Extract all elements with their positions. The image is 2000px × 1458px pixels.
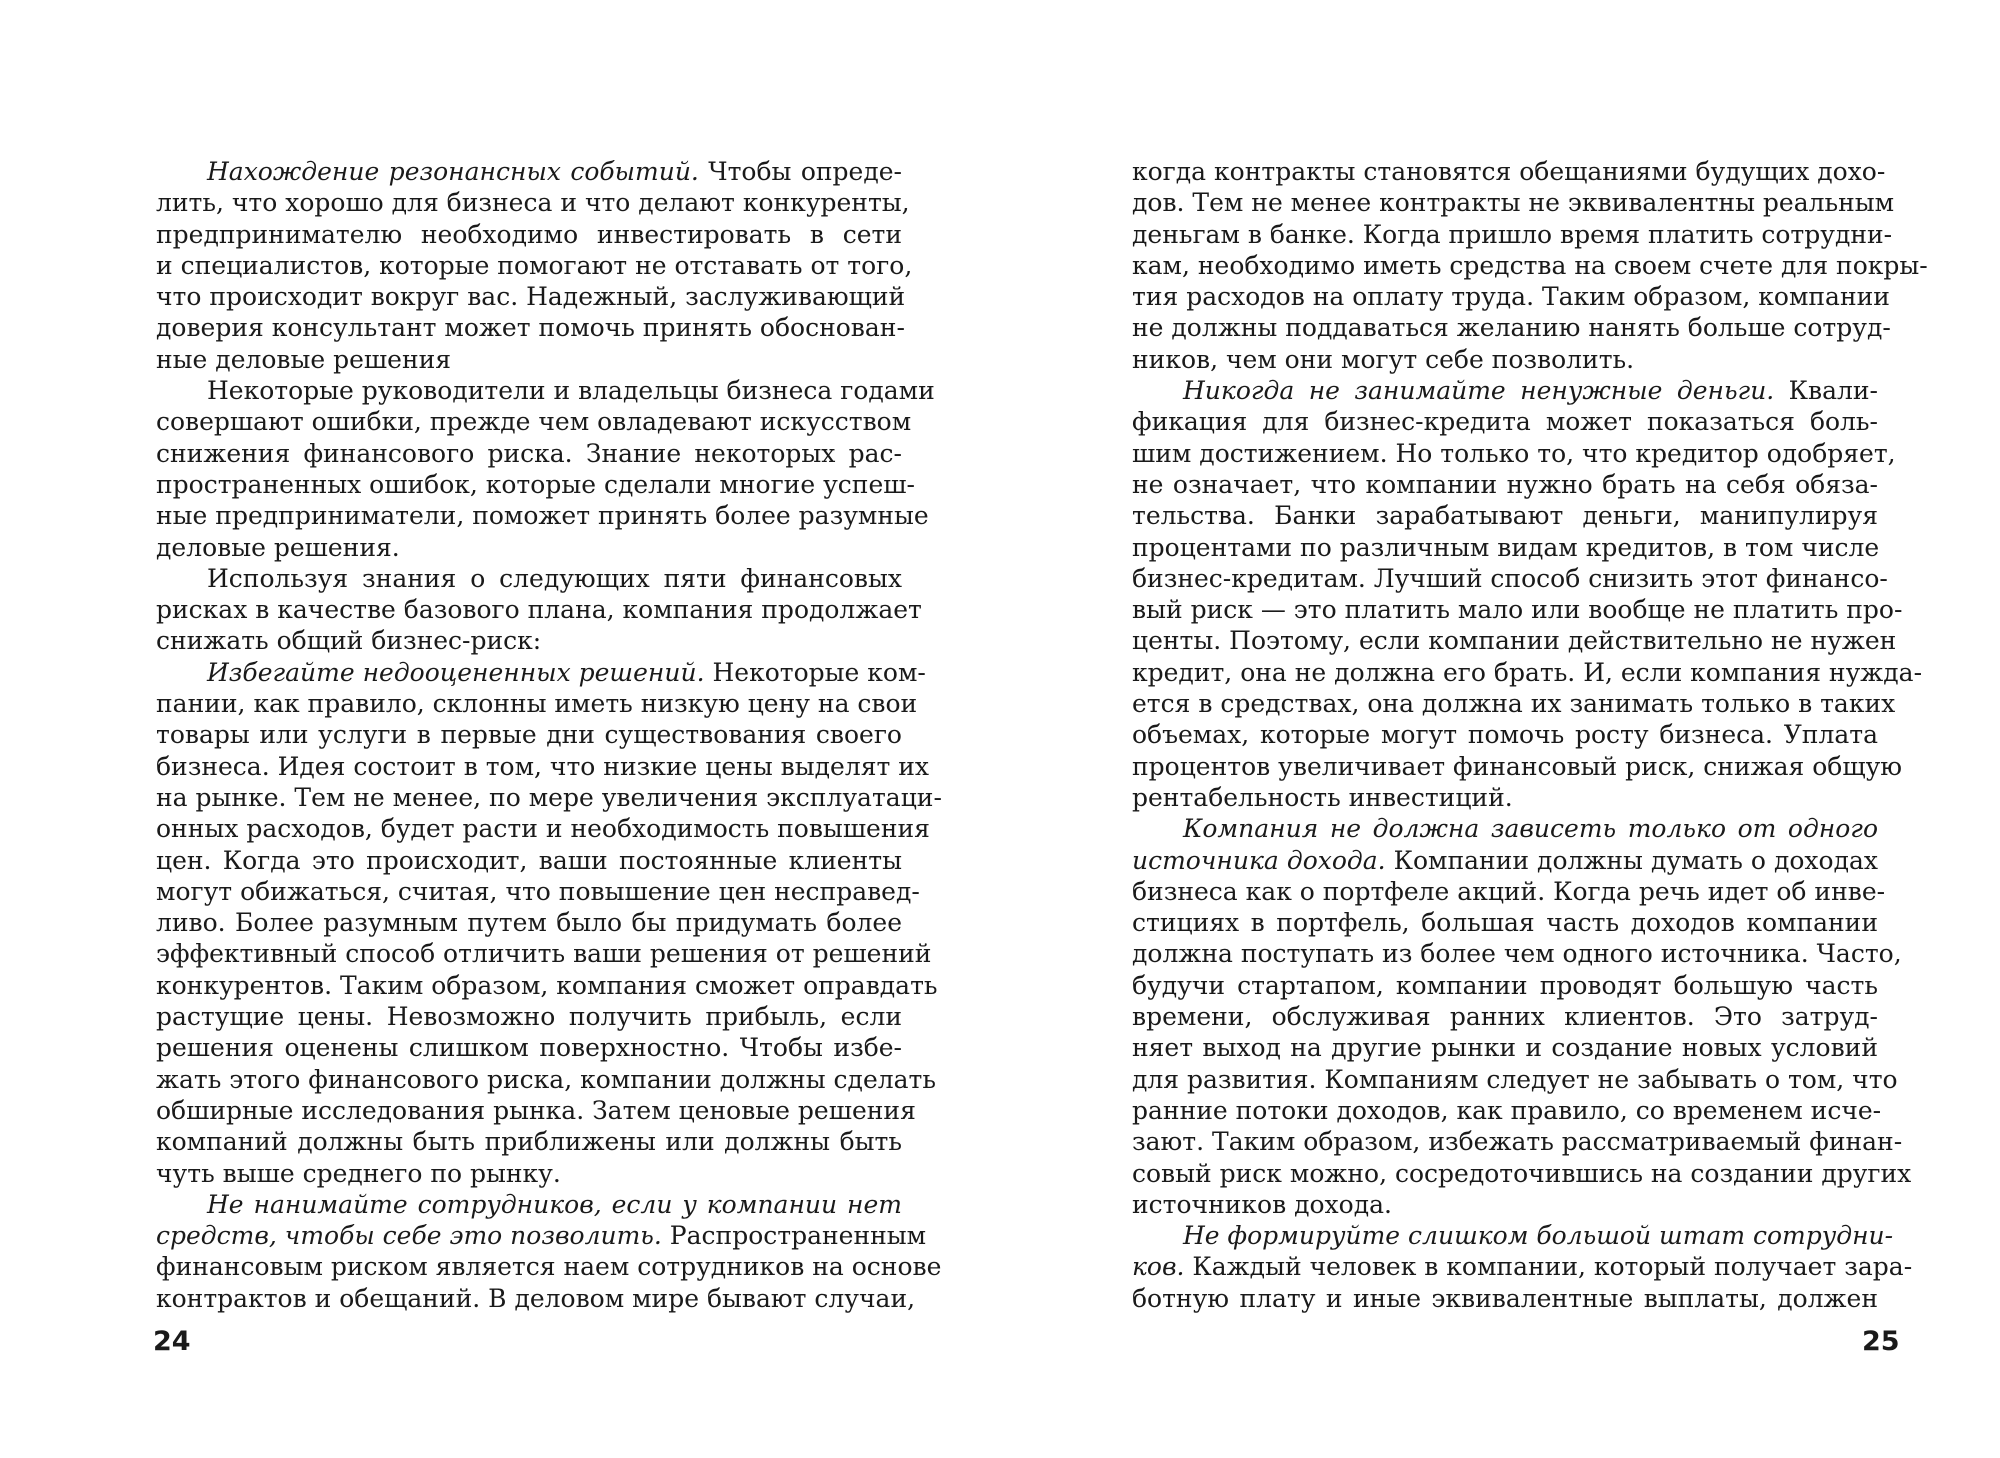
italic-run: Не формируйте слишком большой штат сотрудни- [1183, 1221, 1894, 1251]
text-run: Распространенным [661, 1221, 927, 1251]
text-run: ботную плату и иные эквивалентные выплаты, должен [1132, 1283, 1878, 1313]
text-run: Некоторые руководители и владельцы бизнеса годами [207, 376, 935, 406]
text-run: будучи стартапом, компании проводят большую часть [1132, 970, 1878, 1000]
text-line [156, 1189, 902, 1220]
text-run: должна поступать из более чем одного источника. Часто, [1132, 939, 1902, 969]
text-line [156, 594, 922, 625]
text-line [1132, 719, 1878, 750]
text-run: чуть выше среднего по рынку. [156, 1158, 561, 1188]
text-line [156, 156, 902, 187]
text-line [1132, 469, 1878, 500]
text-line [1132, 563, 1888, 594]
text-run: кредит, она не должна его брать. И, если компания нужда- [1132, 657, 1923, 687]
text-run: рисках в качестве базового плана, компания продолжает [156, 595, 922, 625]
text-line [156, 751, 930, 782]
text-line [156, 406, 912, 437]
italic-run: ков. [1132, 1252, 1185, 1282]
text-run: ется в средствах, она должна их занимать только в таких [1132, 689, 1896, 719]
text-line [1132, 1220, 1894, 1251]
text-line [1132, 813, 1878, 844]
text-line [156, 1095, 916, 1126]
text-line [1132, 970, 1878, 1001]
italic-run: Компания не должна зависеть только от одного [1183, 814, 1878, 844]
text-run: могут обижаться, считая, что повышение цен несправед- [156, 876, 920, 906]
text-run: бизнеса. Идея состоит в том, что низкие цены выделят их [156, 751, 930, 781]
text-run: пании, как правило, склонны иметь низкую цену на свои [156, 689, 918, 719]
text-run: конкурентов. Таким образом, компания сможет оправдать [156, 970, 938, 1000]
text-run: когда контракты становятся обещаниями будущих дохо- [1132, 157, 1886, 186]
text-line [1132, 1283, 1878, 1314]
text-line [156, 532, 902, 563]
italic-run: Никогда не занимайте ненужные деньги. [1183, 376, 1775, 406]
text-run: процентами по различным видам кредитов, в том числе [1132, 532, 1880, 562]
text-run: ранние потоки доходов, как правило, со временем исче- [1132, 1095, 1882, 1125]
text-line [1132, 187, 1895, 218]
text-run: пространенных ошибок, которые сделали многие успеш- [156, 469, 915, 499]
text-line [156, 970, 938, 1001]
text-run: снижения финансового риска. Знание некоторых рас- [156, 438, 902, 468]
text-run: тельства. Банки зарабатывают деньги, манипулируя [1132, 501, 1878, 531]
text-run: жать этого финансового риска, компании должны сделать [156, 1064, 936, 1094]
right-text-column [1132, 156, 1928, 1314]
text-line [1132, 845, 1878, 876]
text-run: процентов увеличивает финансовый риск, снижая общую [1132, 751, 1903, 781]
text-line [1132, 751, 1903, 782]
italic-run: источника дохода. [1132, 845, 1386, 875]
text-run: шим достижением. Но только то, что кредитор одобряет, [1132, 438, 1896, 468]
text-line [156, 469, 915, 500]
text-run: Квали- [1774, 376, 1878, 406]
text-line [1132, 532, 1878, 563]
text-run: кам, необходимо иметь средства на своем счете для покры- [1132, 250, 1928, 280]
text-run: на рынке. Тем не менее, по мере увеличения эксплуатаци- [156, 782, 942, 812]
text-run: онных расходов, будет расти и необходимость повышения [156, 814, 930, 844]
text-line [1132, 1251, 1913, 1282]
text-run: вый риск — это платить мало или вообще не платить про- [1132, 595, 1903, 625]
text-line [156, 1126, 902, 1157]
text-run: контрактов и обещаний. В деловом мире бывают случаи, [156, 1283, 916, 1313]
text-run: решения оценены слишком поверхностно. Чтобы избе- [156, 1033, 902, 1063]
text-run: Некоторые ком- [704, 657, 926, 687]
text-run: тия расходов на оплату труда. Таким образом, компании [1132, 282, 1890, 312]
text-run: растущие цены. Невозможно получить прибыль, если [156, 1002, 902, 1032]
text-run: снижать общий бизнес-риск: [156, 626, 542, 656]
text-line [1132, 625, 1897, 656]
text-run: Чтобы опреде- [698, 157, 902, 186]
text-line [156, 907, 902, 938]
text-run: Используя знания о следующих пяти финансовых [207, 563, 902, 593]
text-line [156, 1220, 927, 1251]
text-line [156, 281, 906, 312]
text-run: не должны поддаваться желанию нанять больше сотруд- [1132, 313, 1891, 343]
text-run: Компании должны думать о доходах [1385, 845, 1878, 875]
text-line [156, 1283, 916, 1314]
text-line [156, 187, 910, 218]
text-run: совершают ошибки, прежде чем овладевают искусством [156, 407, 912, 437]
text-line [1132, 938, 1902, 969]
text-line [1132, 688, 1896, 719]
text-run: Каждый человек в компании, который получает зара- [1184, 1252, 1913, 1282]
text-run: не означает, что компании нужно брать на себя обяза- [1132, 469, 1878, 499]
text-run: няет выход на другие рынки и создание новых условий [1132, 1033, 1878, 1063]
text-line [156, 219, 902, 250]
text-line [156, 438, 902, 469]
text-run: бизнес-кредитам. Лучший способ снизить этот финансо- [1132, 563, 1888, 593]
text-run: ников, чем они могут себе позволить. [1132, 344, 1635, 374]
text-line [1132, 438, 1896, 469]
text-line [156, 782, 942, 813]
text-line [156, 375, 935, 406]
text-line [1132, 876, 1886, 907]
text-line [1132, 1001, 1878, 1032]
text-line [156, 938, 932, 969]
text-line [156, 1064, 936, 1095]
text-line [1132, 782, 1878, 813]
text-line [156, 344, 902, 375]
text-run: времени, обслуживая ранних клиентов. Это затруд- [1132, 1002, 1878, 1032]
italic-run: Избегайте недооцененных решений. [207, 657, 705, 687]
italic-run: Не нанимайте сотрудников, если у компании нет [207, 1189, 902, 1219]
text-run: объемах, которые могут помочь росту бизнеса. Уплата [1132, 720, 1878, 750]
text-run: источников дохода. [1132, 1189, 1392, 1219]
text-line [156, 813, 930, 844]
text-run: лить, что хорошо для бизнеса и что делают конкуренты, [156, 188, 910, 218]
text-line [156, 657, 926, 688]
italic-run: средств, чтобы себе это позволить. [156, 1221, 662, 1251]
text-line [1132, 1126, 1903, 1157]
text-line [1132, 406, 1878, 437]
left-text-column [156, 156, 942, 1314]
text-line [1132, 250, 1928, 281]
text-run: эффективный способ отличить ваши решения от решений [156, 939, 932, 969]
text-run: фикация для бизнес-кредита может показаться боль- [1132, 407, 1878, 437]
text-line [156, 688, 918, 719]
text-run: деньгам в банке. Когда пришло время платить сотрудни- [1132, 219, 1893, 249]
text-run: совый риск можно, сосредоточившись на создании других [1132, 1158, 1912, 1188]
italic-run: Нахождение резонансных событий. [207, 157, 699, 186]
text-run: обширные исследования рынка. Затем ценовые решения [156, 1095, 916, 1125]
text-line [156, 312, 905, 343]
text-line [1132, 1189, 1878, 1220]
text-line [1132, 657, 1923, 688]
text-line [156, 625, 902, 656]
text-run: деловые решения. [156, 532, 400, 562]
text-run: что происходит вокруг вас. Надежный, заслуживающий [156, 282, 906, 312]
right-page [1000, 0, 2000, 1458]
text-line [1132, 1032, 1878, 1063]
text-run: финансовым риском является наем сотрудников на основе [156, 1252, 942, 1282]
text-line [1132, 219, 1893, 250]
text-line [156, 1158, 902, 1189]
text-line [156, 563, 902, 594]
text-line [1132, 907, 1878, 938]
text-line [1132, 1158, 1912, 1189]
text-line [156, 250, 913, 281]
text-line [156, 1032, 902, 1063]
page-number: 25 [1862, 1326, 1900, 1357]
text-run: цен. Когда это происходит, ваши постоянные клиенты [156, 845, 902, 875]
text-run: бизнеса как о портфеле акций. Когда речь идет об инве- [1132, 876, 1886, 906]
text-run: для развития. Компаниям следует не забывать о том, что [1132, 1064, 1898, 1094]
text-line [1132, 594, 1903, 625]
text-run: зают. Таким образом, избежать рассматриваемый финан- [1132, 1127, 1903, 1157]
text-line [156, 845, 902, 876]
text-line [1132, 1095, 1882, 1126]
text-line [1132, 375, 1878, 406]
text-run: ные деловые решения [156, 344, 452, 374]
text-line [156, 876, 920, 907]
text-run: рентабельность инвестиций. [1132, 782, 1513, 812]
text-line [1132, 281, 1890, 312]
text-run: дов. Тем не менее контракты не эквивалентны реальным [1132, 188, 1895, 218]
text-line [1132, 312, 1891, 343]
text-run: ные предприниматели, поможет принять более разумные [156, 501, 929, 531]
text-run: центы. Поэтому, если компании действительно не нужен [1132, 626, 1897, 656]
text-line [156, 1251, 942, 1282]
text-run: стициях в портфель, большая часть доходов компании [1132, 908, 1878, 938]
page-number: 24 [153, 1326, 191, 1357]
text-line [1132, 156, 1886, 187]
text-run: доверия консультант может помочь принять обоснован- [156, 313, 905, 343]
text-run: и специалистов, которые помогают не отставать от того, [156, 250, 913, 280]
text-line [156, 500, 929, 531]
text-run: товары или услуги в первые дни существования своего [156, 720, 902, 750]
text-run: ливо. Более разумным путем было бы придумать более [156, 908, 902, 938]
text-run: предпринимателю необходимо инвестировать в сети [156, 219, 902, 249]
text-run: компаний должны быть приближены или должны быть [156, 1127, 902, 1157]
text-line [1132, 344, 1878, 375]
text-line [1132, 500, 1878, 531]
text-line [156, 1001, 902, 1032]
text-line [156, 719, 902, 750]
text-line [1132, 1064, 1898, 1095]
